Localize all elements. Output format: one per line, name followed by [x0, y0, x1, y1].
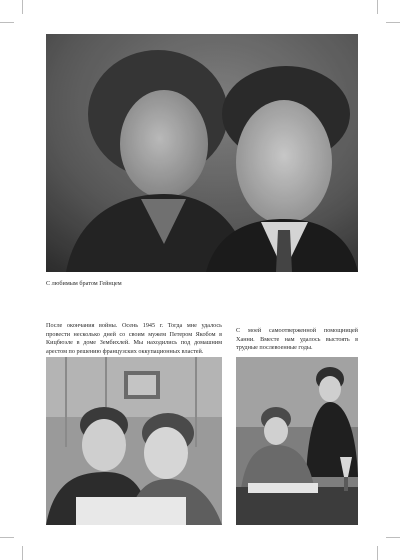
top-photo — [46, 34, 358, 272]
crop-mark — [0, 537, 14, 538]
top-photo-caption: С любимым братом Гейнцем — [46, 280, 122, 287]
crop-mark — [377, 546, 378, 560]
bottom-right-caption: С моей самоотверженной помощницей Ханни. Вместе нам удалось выстоять в трудные послевоенные годы. — [236, 327, 358, 352]
crop-mark — [22, 0, 23, 14]
crop-mark — [377, 0, 378, 14]
bottom-right-photo — [236, 357, 358, 525]
crop-mark — [386, 22, 400, 23]
crop-mark — [0, 22, 14, 23]
bottom-left-caption: После окончания войны. Осень 1945 г. Тогда мне удалось провести несколько дней со своим мужем Петером Якобом в Кицбюэле в доме Зембихлей. Мы находились под домашним арестом по решению французских оккупационных властей. — [46, 322, 222, 355]
crop-mark — [386, 537, 400, 538]
crop-mark — [22, 546, 23, 560]
bottom-left-photo — [46, 357, 222, 525]
